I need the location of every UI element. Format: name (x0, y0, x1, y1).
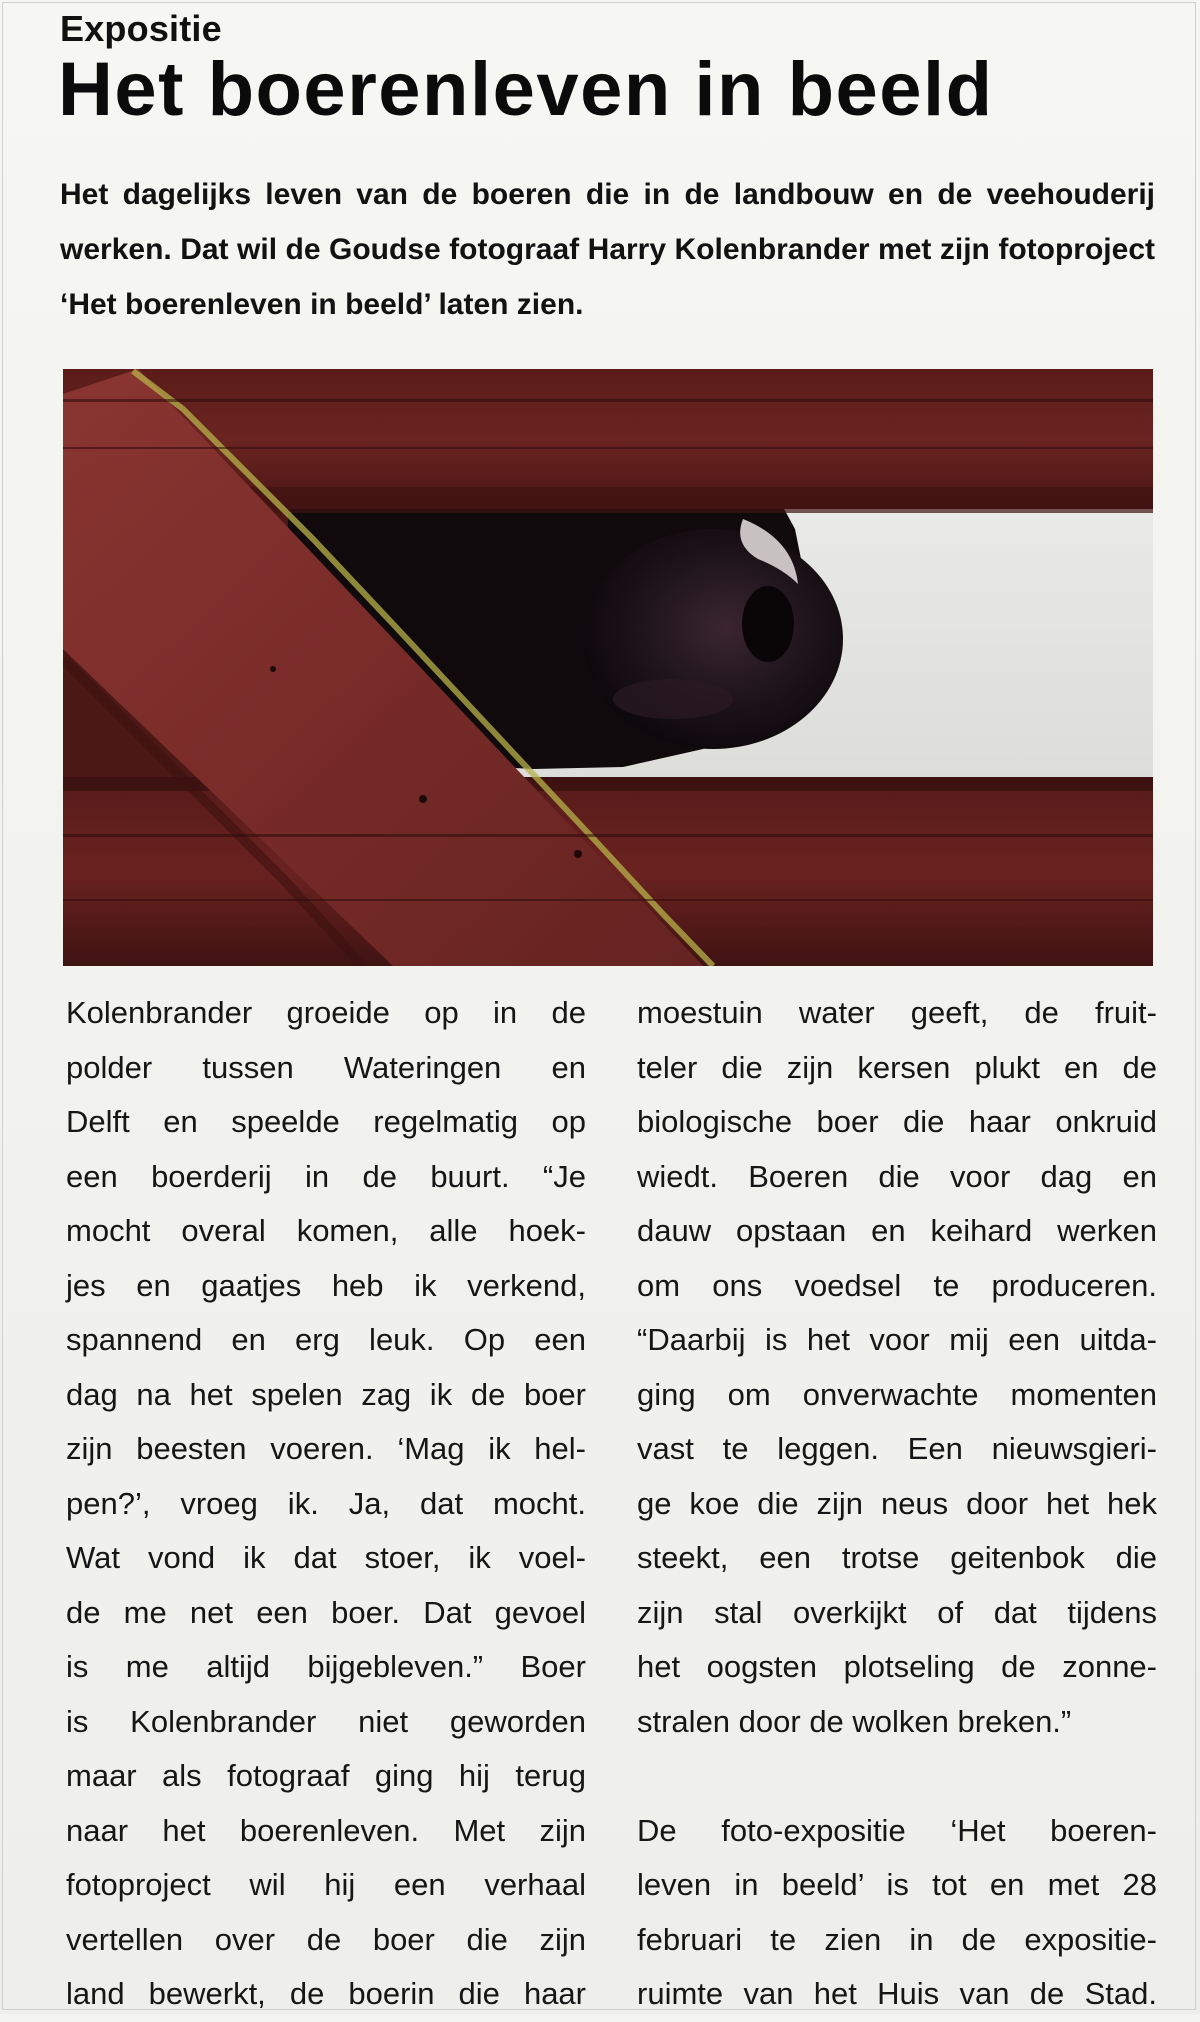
article-line: een boerderij in de buurt. “Je (66, 1158, 586, 1194)
article-line: dag na het spelen zag ik de boer (66, 1376, 586, 1412)
article-line: fotoproject wil hij een verhaal (66, 1867, 586, 1902)
article-line: Delft en speelde regelmatig op (66, 1104, 586, 1139)
article-line: maar als fotograaf ging hij terug (66, 1758, 586, 1793)
article-line: jes en gaatjes heb ik verkend, (66, 1267, 586, 1303)
article-line: spannend en erg leuk. Op een (66, 1322, 586, 1357)
article-line: is Kolenbrander niet geworden (66, 1703, 586, 1739)
paragraph-gap (637, 1749, 1157, 1804)
article-line: vertellen over de boer die zijn (66, 1921, 586, 1957)
article-line: is me altijd bijgebleven.” Boer (66, 1649, 586, 1684)
article-headline: Het boerenleven in beeld (58, 47, 994, 132)
article-line: zijn stal overkijkt of dat tijdens (637, 1594, 1157, 1630)
article-kicker: Expositie (60, 8, 222, 49)
cow-muzzle-shadow (613, 679, 733, 719)
article-line: Wat vond ik dat stoer, ik voel- (66, 1540, 586, 1575)
article-line: de me net een boer. Dat gevoel (66, 1594, 586, 1630)
article-line: februari te zien in de expositie- (637, 1921, 1157, 1957)
article-line: polder tussen Wateringen en (66, 1049, 586, 1085)
article-line: land bewerkt, de boerin die haar (66, 1976, 586, 2011)
article-line: ruimte van het Huis van de Stad. (637, 1976, 1157, 2011)
article-line: ge koe die zijn neus door het hek (637, 1485, 1157, 1521)
article-line: zijn beesten voeren. ‘Mag ik hel- (66, 1431, 586, 1466)
article-line: “Daarbij is het voor mij een uitda- (637, 1322, 1157, 1357)
article-line: leven in beeld’ is tot en met 28 (637, 1867, 1157, 1902)
article-photo (63, 369, 1153, 966)
article-line: wiedt. Boeren die voor dag en (637, 1158, 1157, 1194)
article-line: naar het boerenleven. Met zijn (66, 1812, 586, 1848)
article-line: De foto-expositie ‘Het boeren- (637, 1812, 1157, 1848)
article-line: om ons voedsel te produceren. (637, 1267, 1157, 1303)
article-line: teler die zijn kersen plukt en de (637, 1049, 1157, 1085)
article-line: steekt, een trotse geitenbok die (637, 1540, 1157, 1575)
article-line: biologische boer die haar onkruid (637, 1104, 1157, 1139)
article-intro: Het dagelijks leven van de boeren die in de landbouw en de veehouderij werken. Dat wil de Goudse fotograaf Harry Kolenbrander met zijn fotoproject ‘Het boerenleven in beeld’ laten zien. (60, 178, 1155, 321)
article-column-left (66, 986, 586, 2022)
article-line: stralen door de wolken breken.” (637, 1703, 1072, 1739)
article-line: Kolenbrander groeide op in de (66, 995, 586, 1030)
article-line: vast te leggen. Een nieuwsgieri- (637, 1431, 1157, 1466)
cow-behind-fence-illustration (63, 369, 1153, 966)
article-line: ging om onverwachte momenten (637, 1376, 1157, 1412)
article-line: dauw opstaan en keihard werken (637, 1213, 1157, 1248)
nostril (742, 586, 794, 662)
cow-nose (583, 529, 843, 749)
article-column-right (637, 986, 1157, 2022)
article-line: pen?’, vroeg ik. Ja, dat mocht. (66, 1485, 586, 1521)
article-line: moestuin water geeft, de fruit- (637, 995, 1157, 1030)
article-line: het oogsten plotseling de zonne- (637, 1649, 1157, 1684)
article-line: mocht overal komen, alle hoek- (66, 1213, 586, 1248)
